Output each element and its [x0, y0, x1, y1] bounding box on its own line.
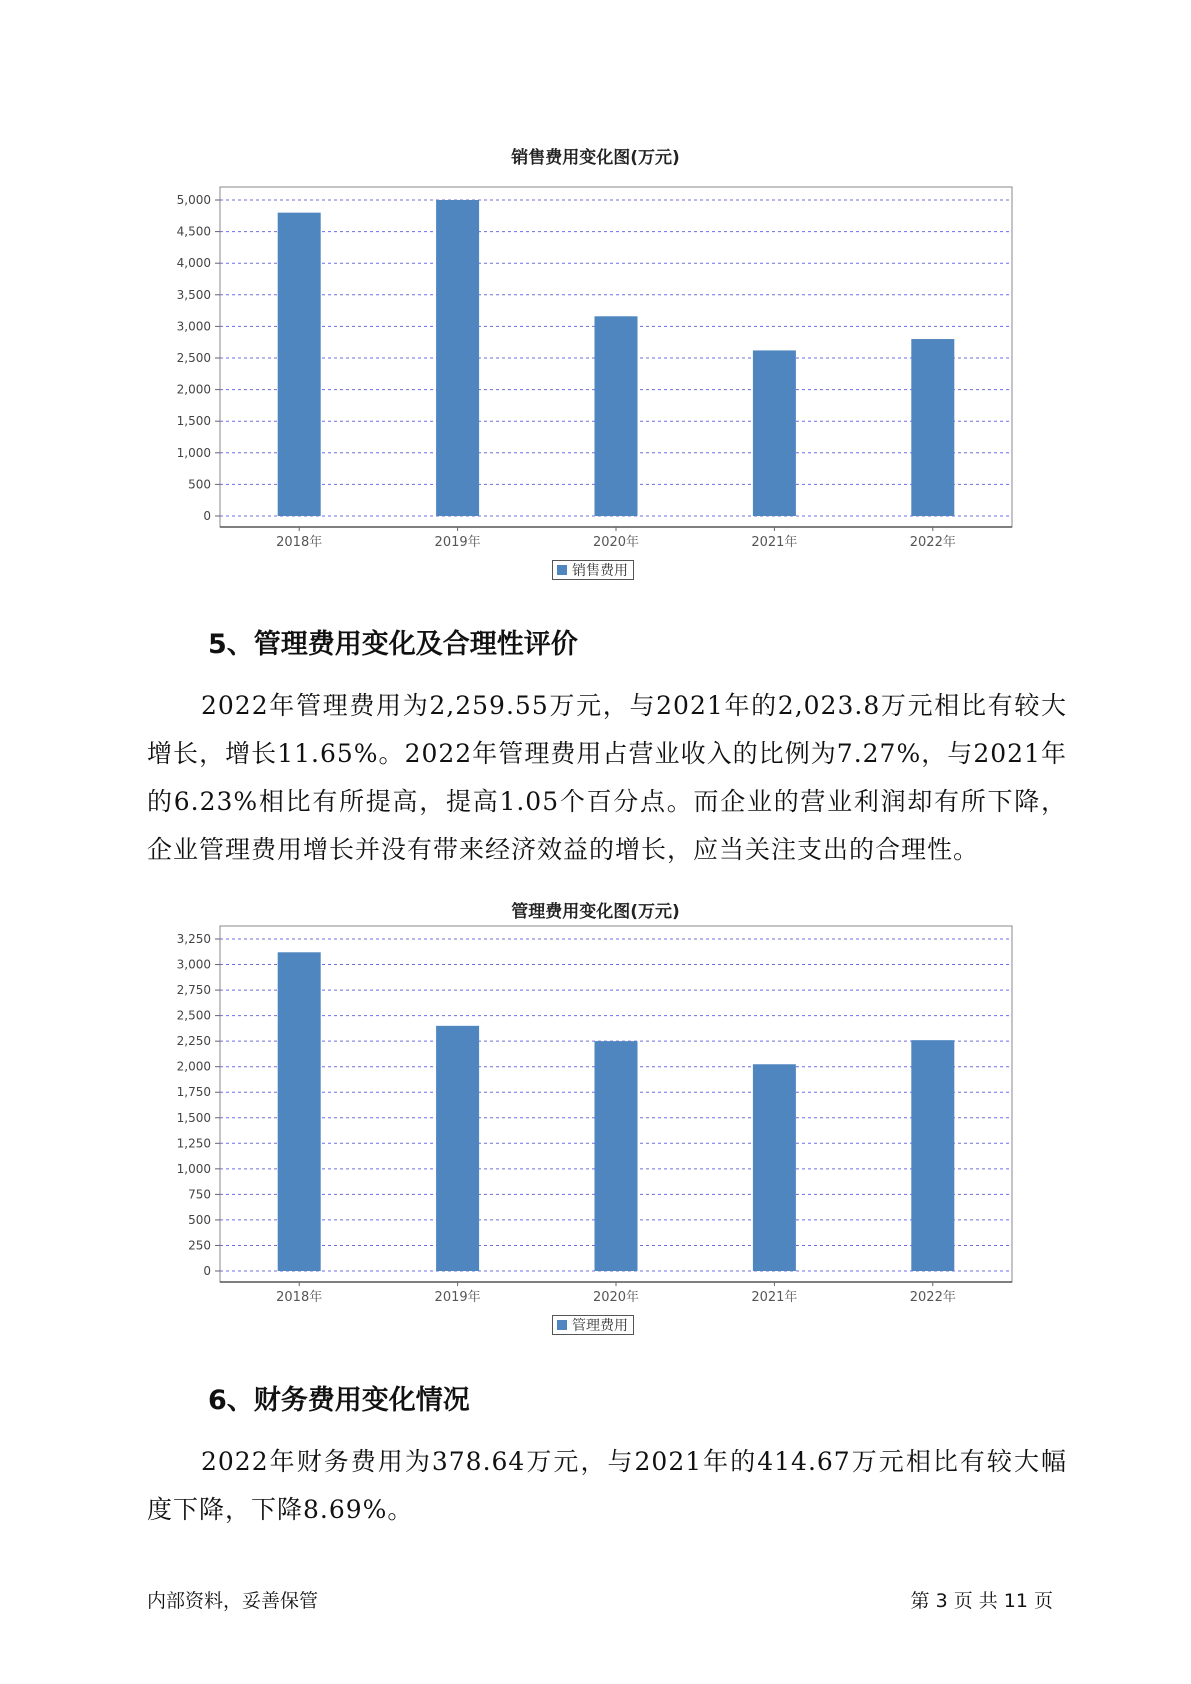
y-tick-label: 1,000: [176, 445, 211, 460]
y-tick-label: 3,250: [176, 932, 211, 946]
bar: [595, 1041, 638, 1271]
x-tick-label: 2021年: [751, 1290, 798, 1305]
x-tick-label: 2021年: [751, 535, 798, 550]
x-tick-label: 2022年: [909, 535, 956, 550]
y-tick-label: 2,500: [176, 1008, 211, 1023]
footer-confidential-note: 内部资料，妥善保管: [147, 1590, 319, 1612]
legend-swatch: [557, 1320, 567, 1330]
x-tick-label: 2019年: [434, 1290, 481, 1305]
y-tick-label: 2,750: [176, 983, 211, 998]
y-tick-label: 1,750: [176, 1085, 211, 1100]
y-tick-label: 1,000: [176, 1161, 211, 1176]
x-tick-label: 2022年: [909, 1290, 956, 1305]
footer-page-number: 第 3 页 共 11 页: [910, 1590, 1053, 1612]
y-tick-label: 1,500: [176, 1110, 211, 1125]
y-tick-label: 2,000: [176, 382, 211, 397]
x-tick-label: 2020年: [592, 535, 640, 550]
y-tick-label: 3,000: [176, 957, 211, 972]
y-tick-label: 2,500: [176, 351, 211, 365]
y-tick-label: 3,500: [176, 287, 211, 302]
section-5-heading: 5、管理费用变化及合理性评价: [208, 629, 578, 660]
y-tick-label: 500: [188, 1212, 211, 1227]
section-5-paragraph: 2022年管理费用为2,259.55万元，与2021年的2,023.8万元相比有较大增长，增长11.65%。2022年管理费用占营业收入的比例为7.27%，与2021年的6.23%相比有所提高，提高1.05个百分点。而企业的营业利润却有所下降，企业管理费用增长并没有带来经济效益的增长，应当关注支出的合理性。: [147, 691, 1067, 864]
x-tick-label: 2018年: [276, 1290, 323, 1305]
bar: [753, 1064, 796, 1271]
x-tick-label: 2018年: [276, 535, 323, 550]
y-tick-label: 0: [203, 1264, 211, 1278]
x-tick-label: 2019年: [434, 535, 481, 550]
bar: [278, 952, 321, 1271]
y-tick-label: 3,000: [176, 319, 211, 334]
y-tick-label: 750: [188, 1187, 211, 1202]
chart-title-sales-expense: 销售费用变化图(万元): [511, 148, 680, 168]
y-tick-label: 5,000: [176, 193, 211, 207]
section-6-paragraph: 2022年财务费用为378.64万元，与2021年的414.67万元相比有较大幅度下降，下降8.69%。: [147, 1447, 1067, 1524]
chart-title-admin-expense: 管理费用变化图(万元): [511, 902, 680, 922]
section-6-heading: 6、财务费用变化情况: [208, 1385, 470, 1416]
legend-label: 管理费用: [572, 1318, 628, 1334]
bar: [911, 1040, 954, 1271]
y-tick-label: 250: [188, 1238, 211, 1253]
y-tick-label: 1,500: [176, 414, 211, 429]
legend-label: 销售费用: [572, 563, 628, 579]
y-tick-label: 2,250: [176, 1034, 211, 1049]
y-tick-label: 4,500: [176, 224, 211, 239]
y-tick-label: 0: [203, 509, 211, 523]
y-tick-label: 2,000: [176, 1059, 211, 1074]
y-tick-label: 1,250: [176, 1136, 211, 1151]
x-tick-label: 2020年: [592, 1290, 640, 1305]
y-tick-label: 4,000: [176, 256, 211, 271]
bar: [436, 1026, 479, 1271]
y-tick-label: 500: [188, 477, 211, 492]
chart-legend: [552, 1315, 634, 1335]
